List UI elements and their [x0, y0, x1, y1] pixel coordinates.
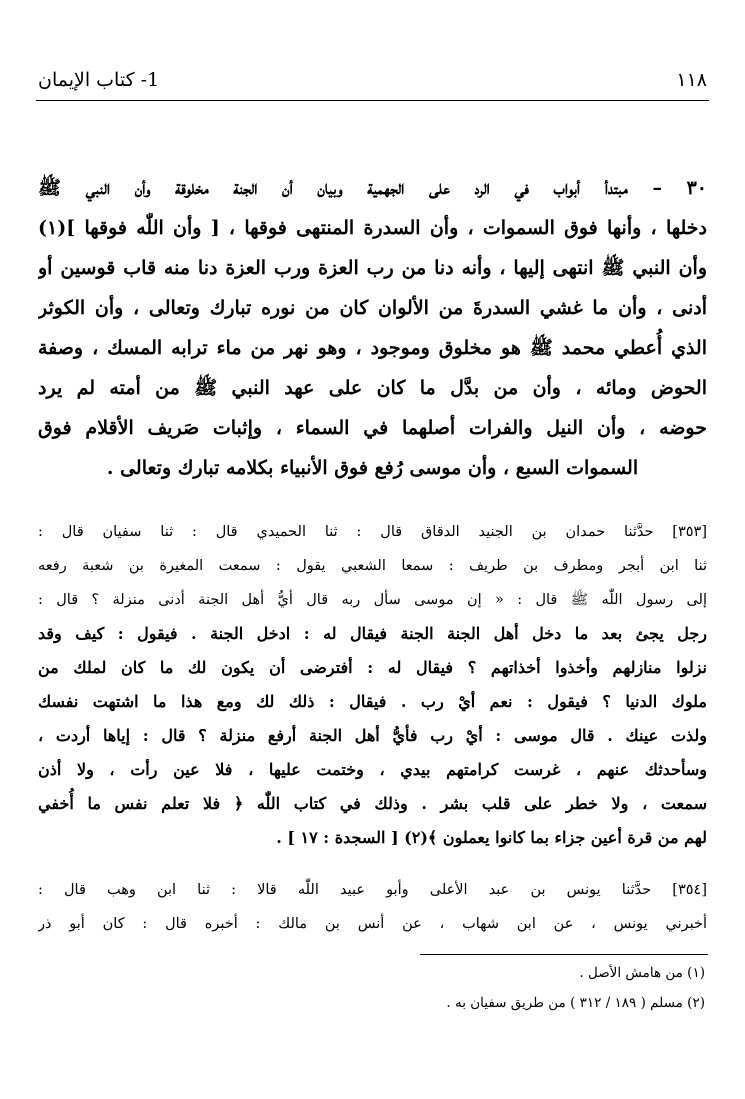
- footnotes: [300, 958, 705, 1018]
- hadith-line: سمعت ، ولا خطر على قلب بشر . وذلك في كتاب اللّٰه ﴿ فلا تعلم نفس ما أُخفي: [38, 794, 707, 813]
- heading-line: السموات السبع ، وأن موسى رُفع فوق الأنبياء بكلامه تبارك وتعالى .: [106, 457, 639, 479]
- footnote: (٢) مسلم ( ١٨٩ / ٣١٢ ) من طريق سفيان به .: [446, 995, 705, 1011]
- footnote-rule: [420, 954, 708, 955]
- chapter-title: 1- كتاب الإيمان: [38, 69, 160, 91]
- hadith-line: نزلوا منازلهم وأخذوا أخذاتهم ؟ فيقال له : أفترضى أن يكون لك ما كان لملك من: [38, 658, 707, 677]
- running-header: [38, 60, 707, 100]
- hadith-line: رجل يجئ بعد ما دخل أهل الجنة الجنة فيقال له : ادخل الجنة . فيقول : كيف وقد: [38, 624, 707, 643]
- heading-line: الذي أُعطي محمد ﷺ هو مخلوق وموجود ، وهو نهر من ماء ترابه المسك ، وصفة: [38, 337, 707, 359]
- header-rule: [36, 100, 709, 101]
- heading-line: وأن النبي ﷺ انتهى إليها ، وأنه دنا من رب العزة ورب العزة دنا منه قاب قوسين أو: [38, 257, 707, 279]
- hadith-354: [38, 873, 707, 941]
- hadith-line: لهم من قرة أعين جزاء بما كانوا يعملون ﴾(٢) [ السجدة : ١٧ ] .: [276, 828, 707, 847]
- heading-line: ٣٠ – مبتدأ أبواب في الرد على الجهمية وبيان أن الجنة مخلوقة وأن النبي ﷺ: [38, 177, 707, 199]
- hadith-line: وسأحدثك عنهم ، غرست كرامتهم بيدي ، وختمت عليها ، فلا عين رأت ، ولا أذن: [38, 760, 707, 779]
- chapter-heading: [38, 168, 707, 488]
- page-number: ١١٨: [676, 69, 707, 91]
- hadith-line: إلى رسول اللّٰه ﷺ قال : « إن موسى سأل ربه قال أيُّ أهل الجنة أدنى منزلة ؟ قال :: [38, 592, 707, 608]
- heading-line: أدنى ، وأن ما غشي السدرةَ من الألوان كان من نوره تبارك وتعالى ، وأن الكوثر: [38, 297, 707, 319]
- heading-line: الحوض ومائه ، وأن من بدَّل ما كان على عهد النبي ﷺ من أمته لم يرد: [38, 377, 707, 399]
- footnote: (١) من هامش الأصل .: [579, 965, 705, 981]
- heading-line: حوضه ، وأن النيل والفرات أصلهما في السماء ، وإثبات صَريف الأقلام فوق: [38, 417, 707, 439]
- hadith-line: ولذت عينك . قال موسى : أيْ رب فأيُّ أهل الجنة أرفع منزلة ؟ قال : إياها أردت ،: [38, 726, 707, 745]
- hadith-line: ملوك الدنيا ؟ فيقول : نعم أيْ رب . فيقال : ذلك لك ومع هذا ما اشتهت نفسك: [38, 692, 707, 711]
- hadith-line: [٣٥٤] حدَّثنا يونس بن عبد الأعلى وأبو عبيد اللّٰه قالا : ثنا ابن وهب قال :: [38, 882, 707, 898]
- hadith-353: [38, 515, 707, 855]
- hadith-line: ثنا ابن أبجر ومطرف بن طريف : سمعا الشعبي يقول : سمعت المغيرة بن شعبة رفعه: [38, 558, 707, 574]
- heading-line: دخلها ، وأنها فوق السموات ، وأن السدرة المنتهى فوقها ، [ وأن اللّٰه فوقها ](١): [38, 217, 707, 239]
- hadith-line: أخبرني يونس ، عن ابن شهاب ، عن أنس بن مالك : أخبره قال : كان أبو ذر: [38, 916, 707, 932]
- hadith-line: [٣٥٣] حدَّثنا حمدان بن الجنيد الدقاق قال : ثنا الحميدي قال : ثنا سفيان قال :: [38, 524, 707, 540]
